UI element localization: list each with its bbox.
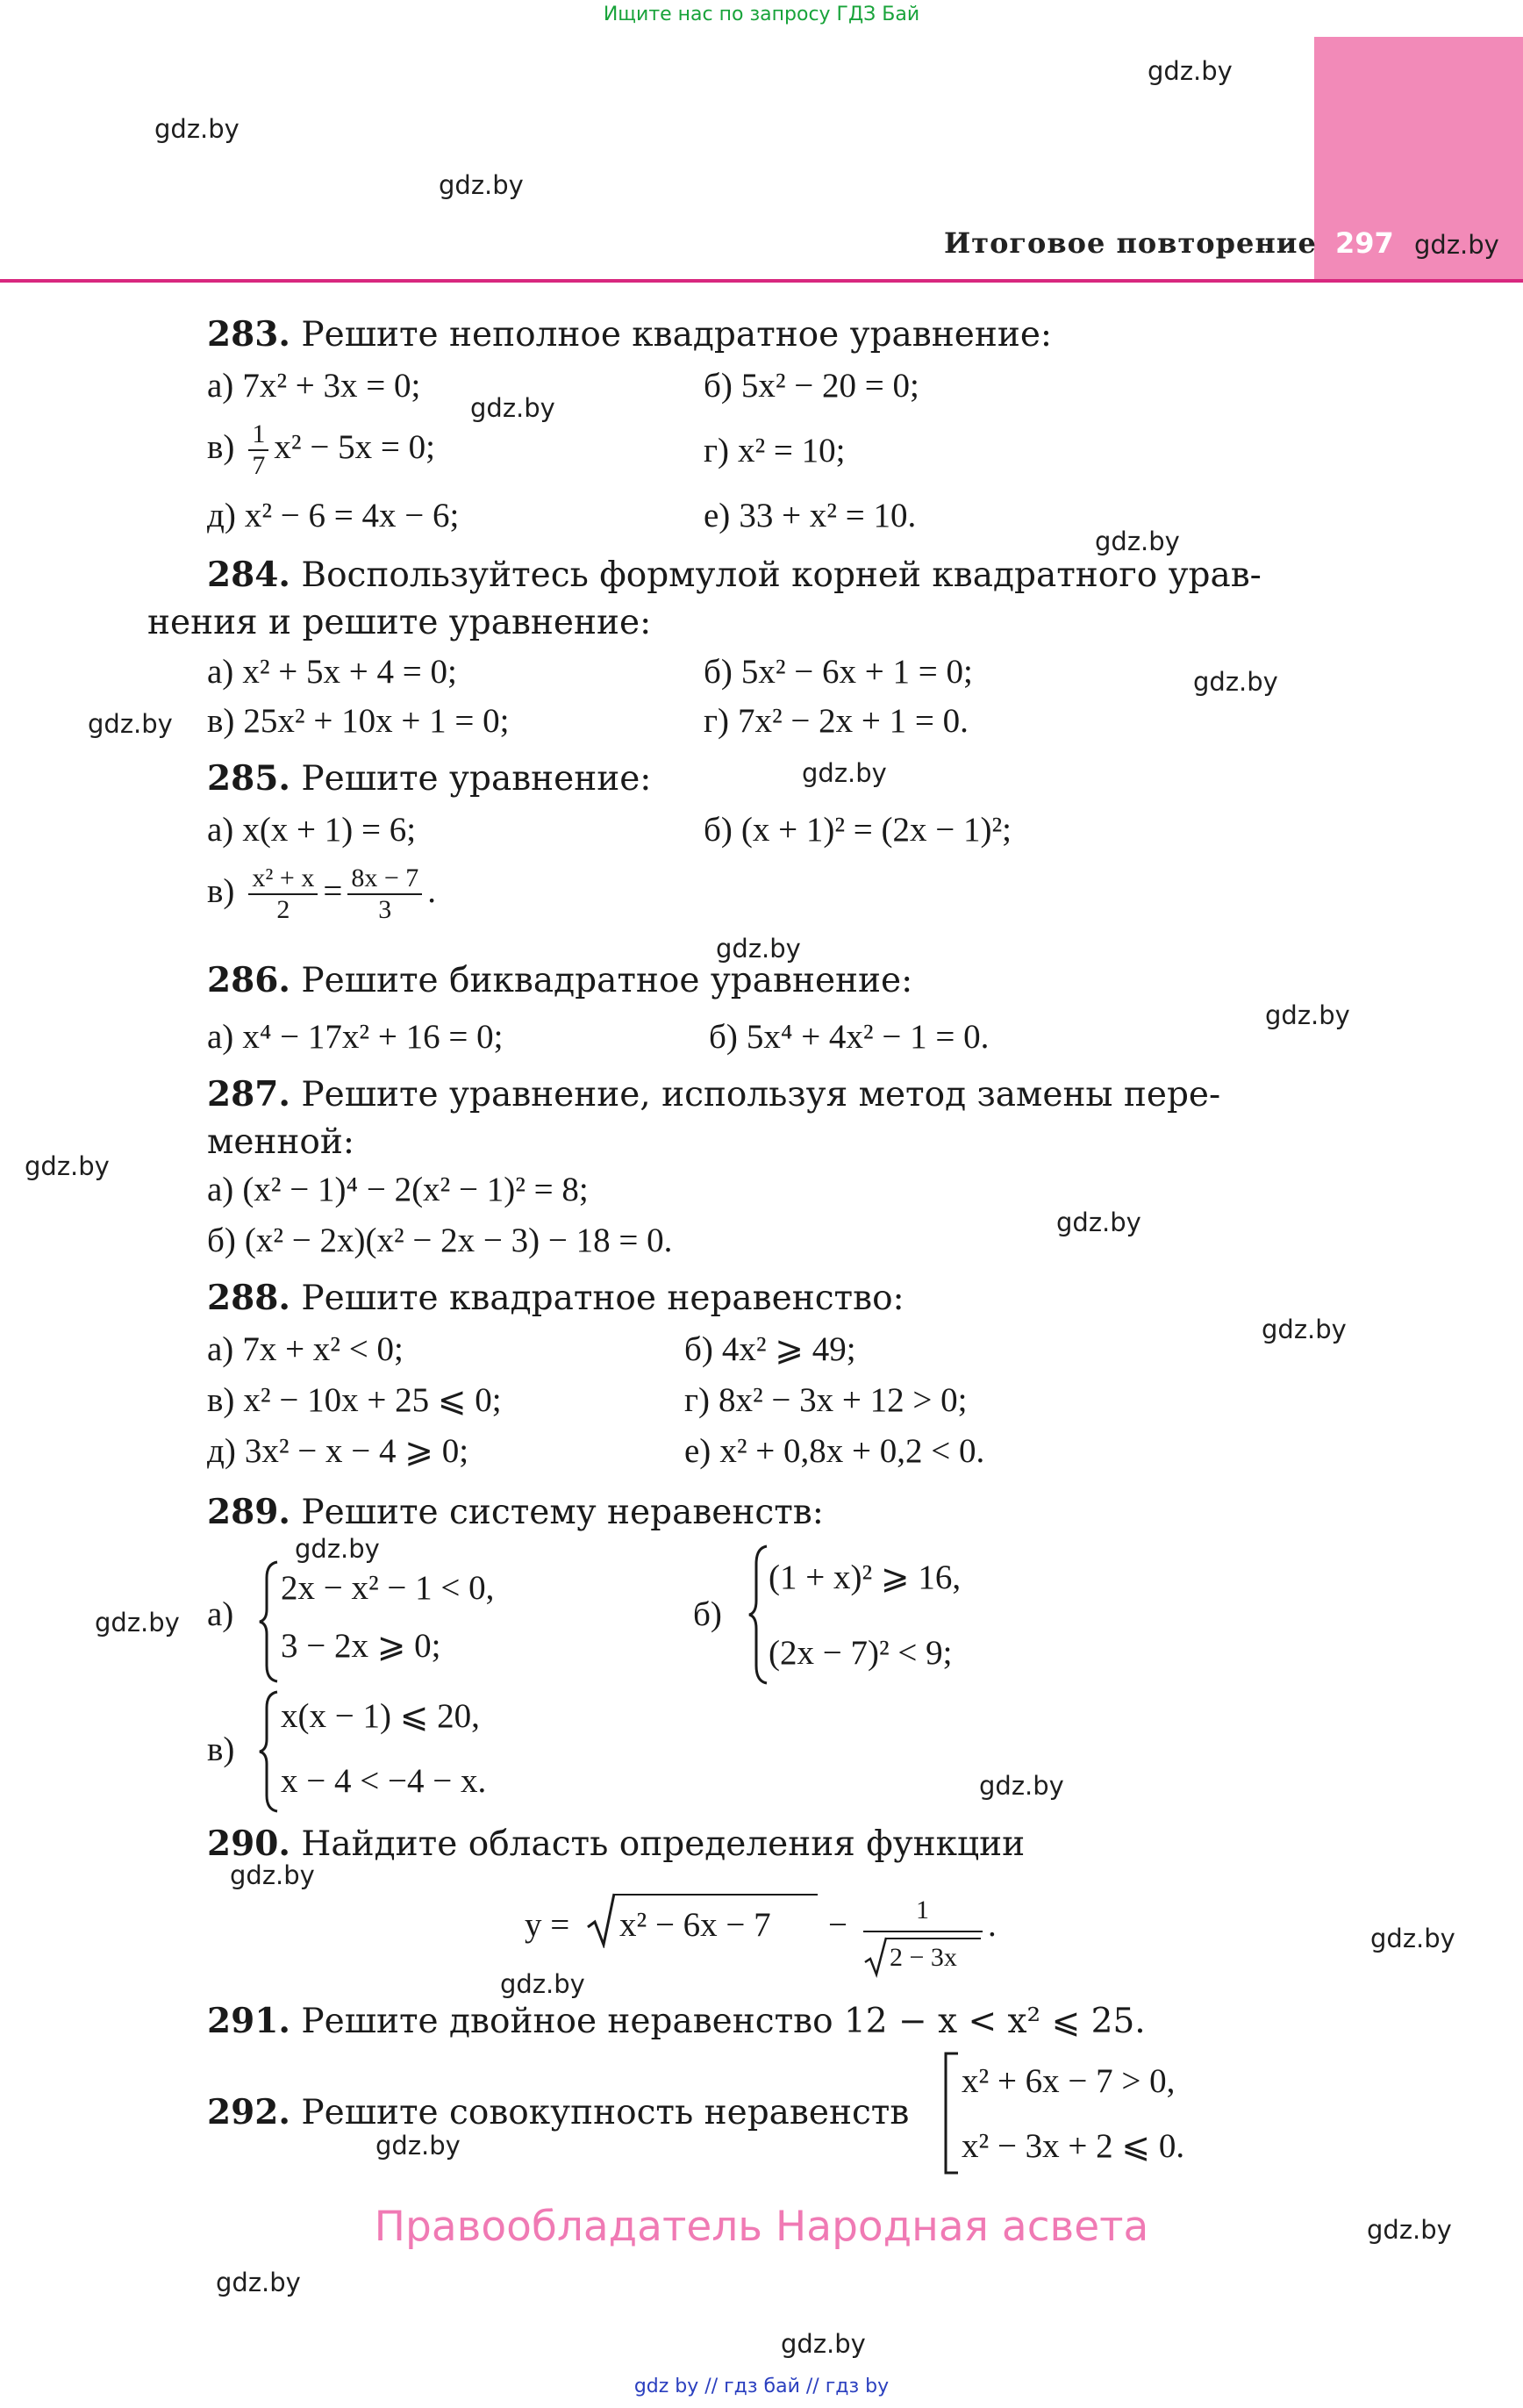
problem-283-e: е) 33 + x² = 10. xyxy=(704,497,917,534)
watermark: gdz.by xyxy=(1193,667,1278,697)
problem-292-line1: x² + 6x − 7 > 0, xyxy=(962,2062,1176,2100)
watermark: gdz.by xyxy=(375,2131,461,2161)
watermark: gdz.by xyxy=(1148,56,1233,86)
problem-286-heading: 286. Решите биквадратное уравнение: xyxy=(207,960,913,1000)
sqrt-sign xyxy=(586,1892,616,1948)
problem-289-a-label: а) xyxy=(207,1595,234,1633)
problem-288-a: а) 7x + x² < 0; xyxy=(207,1330,404,1368)
watermark: gdz.by xyxy=(216,2268,301,2297)
problem-290-end: . xyxy=(988,1906,997,1944)
watermark: gdz.by xyxy=(295,1534,380,1564)
problem-287-heading: 287. Решите уравнение, используя метод замены пере- xyxy=(207,1074,1221,1114)
problem-283-b: б) 5x² − 20 = 0; xyxy=(704,367,919,405)
watermark: gdz.by xyxy=(1370,1924,1455,1953)
problem-283-a: а) 7x² + 3x = 0; xyxy=(207,367,421,405)
problem-289-a-line2: 3 − 2x ⩾ 0; xyxy=(281,1627,441,1665)
problem-284-g: г) 7x² − 2x + 1 = 0. xyxy=(704,702,969,740)
watermark: gdz.by xyxy=(25,1151,110,1181)
problem-287-a: а) (x² − 1)⁴ − 2(x² − 1)² = 8; xyxy=(207,1171,589,1208)
problem-289-a-line1: 2x − x² − 1 < 0, xyxy=(281,1569,495,1607)
problem-290-radicand: x² − 6x − 7 xyxy=(619,1906,771,1944)
sqrt-bar xyxy=(886,1938,981,1939)
problem-285-b: б) (x + 1)² = (2x − 1)²; xyxy=(704,811,1012,849)
problem-290-frac-den: 2 − 3x xyxy=(890,1943,957,1972)
watermark: gdz.by xyxy=(154,114,240,144)
section-title: Итоговое повторение xyxy=(944,226,1317,260)
problem-289-b-line2: (2x − 7)² < 9; xyxy=(769,1634,953,1672)
problem-289-heading: 289. Решите систему неравенств: xyxy=(207,1492,824,1532)
problem-286-a: а) x⁴ − 17x² + 16 = 0; xyxy=(207,1018,504,1056)
problem-289-v-line2: x − 4 < −4 − x. xyxy=(281,1762,487,1800)
problem-number: 283. xyxy=(207,314,290,355)
watermark: gdz.by xyxy=(1265,1000,1350,1030)
watermark: gdz.by xyxy=(1414,230,1499,260)
problem-290-minus: − xyxy=(828,1906,847,1944)
system-brace xyxy=(258,1690,281,1813)
problem-288-g: г) 8x² − 3x + 12 > 0; xyxy=(684,1381,968,1419)
watermark: gdz.by xyxy=(88,709,173,739)
problem-288-e: е) x² + 0,8x + 0,2 < 0. xyxy=(684,1432,985,1470)
problem-284-heading-cont: нения и решите уравнение: xyxy=(147,603,652,642)
set-bracket xyxy=(942,2052,960,2175)
watermark: gdz.by xyxy=(95,1608,180,1638)
problem-284-v: в) 25x² + 10x + 1 = 0; xyxy=(207,702,510,740)
problem-283-v: в) $\frac{1}{7}$ x² − 5x = 0; xyxy=(207,419,435,480)
problem-284-b: б) 5x² − 6x + 1 = 0; xyxy=(704,653,973,691)
problem-290-frac-num: 1 xyxy=(916,1896,929,1924)
problem-283-d: д) x² − 6 = 4x − 6; xyxy=(207,497,460,534)
system-brace xyxy=(747,1544,770,1685)
problem-290-lhs: y = xyxy=(525,1906,570,1944)
watermark: gdz.by xyxy=(781,2329,866,2359)
fraction-bar xyxy=(863,1931,983,1932)
problem-285-v: в) $\frac{\text{x² + x}}{2}$ = $\frac{8x - 7}{3}$ . xyxy=(207,864,436,924)
problem-288-v: в) x² − 10x + 25 ⩽ 0; xyxy=(207,1381,502,1419)
problem-286-b: б) 5x⁴ + 4x² − 1 = 0. xyxy=(709,1018,990,1056)
watermark: gdz.by xyxy=(802,758,887,788)
problem-283-heading xyxy=(207,314,1053,355)
problem-287-b: б) (x² − 2x)(x² − 2x − 3) − 18 = 0. xyxy=(207,1222,673,1259)
watermark: gdz.by xyxy=(500,1969,585,1999)
problem-288-b: б) 4x² ⩾ 49; xyxy=(684,1330,856,1368)
header-rule xyxy=(0,279,1523,283)
problem-284-a: а) x² + 5x + 4 = 0; xyxy=(207,653,457,691)
problem-288-d: д) 3x² − x − 4 ⩾ 0; xyxy=(207,1432,469,1470)
watermark: gdz.by xyxy=(1056,1208,1141,1237)
watermark: gdz.by xyxy=(1262,1315,1347,1344)
problem-text: Решите неполное квадратное уравнение: xyxy=(301,315,1053,355)
copyright-notice: Правообладатель Народная асвета xyxy=(374,2203,1149,2251)
problem-289-v-line1: x(x − 1) ⩽ 20, xyxy=(281,1697,480,1735)
problem-288-heading: 288. Решите квадратное неравенство: xyxy=(207,1278,905,1318)
watermark: gdz.by xyxy=(439,170,524,200)
problem-291: 291. Решите двойное неравенство 12 − x < x² ⩽ 25. xyxy=(207,2001,1146,2041)
sqrt-sign xyxy=(863,1936,888,1978)
problem-283-g: г) x² = 10; xyxy=(704,432,846,469)
problem-287-heading-cont: менной: xyxy=(207,1122,355,1162)
problem-292-line2: x² − 3x + 2 ⩽ 0. xyxy=(962,2127,1185,2165)
footer-links: gdz by // гдз бай // гдз by xyxy=(633,2376,890,2397)
watermark: gdz.by xyxy=(979,1771,1064,1801)
problem-285-heading: 285. Решите уравнение: xyxy=(207,758,652,799)
system-brace xyxy=(258,1560,281,1683)
fraction: $\frac{1}{7}$ xyxy=(248,421,268,479)
watermark: gdz.by xyxy=(1095,527,1180,556)
problem-285-a: а) x(x + 1) = 6; xyxy=(207,811,417,849)
watermark: gdz.by xyxy=(716,934,801,964)
sqrt-bar xyxy=(614,1894,818,1896)
problem-290-heading: 290. Найдите область определения функции xyxy=(207,1824,1026,1864)
problem-292-heading: 292. Решите совокупность неравенств xyxy=(207,2092,910,2132)
problem-289-b-line1: (1 + x)² ⩾ 16, xyxy=(769,1559,962,1596)
problem-284-heading: 284. Воспользуйтесь формулой корней квадратного урав- xyxy=(207,555,1262,595)
problem-289-b-label: б) xyxy=(693,1595,722,1633)
top-banner: Ищите нас по запросу ГДЗ Бай xyxy=(603,4,920,25)
watermark: gdz.by xyxy=(1367,2215,1452,2245)
page-number: 297 xyxy=(1335,226,1394,260)
watermark: gdz.by xyxy=(470,393,555,423)
watermark: gdz.by xyxy=(230,1860,315,1890)
problem-289-v-label: в) xyxy=(207,1731,235,1768)
